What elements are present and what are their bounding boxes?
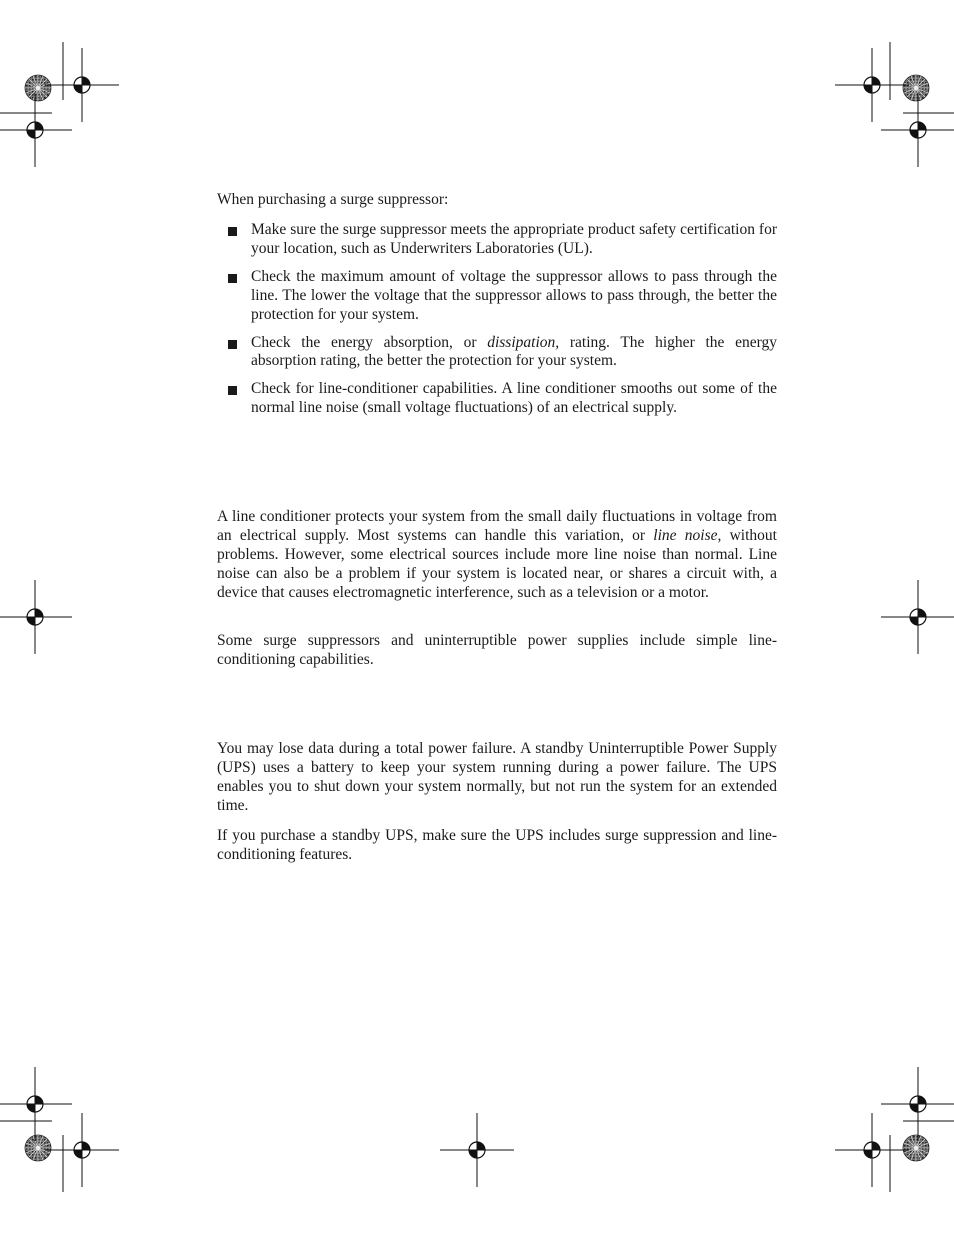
paragraph-text-start: A line conditioner protects your system from the small daily fluctuations in voltage from an electrical supply. Most systems can handle this variation, or (217, 508, 777, 544)
registration-target-icon (45, 1113, 119, 1187)
bullet-square-icon (228, 227, 237, 236)
registration-target-icon (45, 48, 119, 122)
starburst-mark-top-left (25, 75, 51, 101)
list-item (217, 380, 777, 418)
list-item (217, 334, 777, 372)
registration-target-icon (0, 93, 72, 167)
line-conditioning-capabilities-paragraph: Some surge suppressors and uninterruptible power supplies include simple line-conditioning capabilities. (217, 632, 777, 668)
list-item (217, 268, 777, 325)
purchase-checklist (217, 221, 777, 427)
line-conditioner-paragraph (217, 508, 777, 603)
registration-target-icon (835, 1113, 909, 1187)
list-item (217, 221, 777, 259)
registration-target-icon (881, 93, 954, 167)
registration-target-icon (440, 1113, 514, 1187)
paragraph-text-end: without problems. However, some electrical sources include more line noise than normal. Line noise can also be a problem if your system is located near, or shares a circuit with, a device that causes electromagnetic interference, such as a television or a motor. (217, 526, 777, 601)
list-item-text-start: Check the energy absorption, or (251, 333, 488, 351)
emphasis-term: line noise, (653, 526, 722, 544)
list-item-text: Check the maximum amount of voltage the suppressor allows to pass through the line. The lower the voltage that the suppressor allows to pass through, the better the protection for your system. (251, 267, 777, 323)
bullet-square-icon (228, 340, 237, 349)
registration-target-icon (0, 1067, 72, 1141)
bullet-square-icon (228, 386, 237, 395)
bullet-square-icon (228, 274, 237, 283)
starburst-mark-bottom-left (25, 1135, 51, 1161)
list-item-text: Check for line-conditioner capabilities. A line conditioner smooths out some of the normal line noise (small voltage fluctuations) of an electrical supply. (251, 380, 777, 417)
list-item-text: Make sure the surge suppressor meets the appropriate product safety certification for your location, such as Underwriters Laboratories (UL). (251, 221, 777, 257)
registration-target-icon (881, 580, 954, 654)
intro-text: When purchasing a surge suppressor: (217, 191, 449, 208)
registration-target-icon (835, 48, 909, 122)
ups-purchase-paragraph: If you purchase a standby UPS, make sure the UPS includes surge suppression and line-conditioning features. (217, 827, 777, 863)
registration-target-icon (0, 580, 72, 654)
list-item-text-end: rating. The higher the energy absorption rating, the better the protection for your system. (251, 333, 777, 370)
crop-marks (0, 42, 954, 1192)
registration-target-icon (881, 1067, 954, 1141)
ups-paragraph: You may lose data during a total power failure. A standby Uninterruptible Power Supply (UPS) uses a battery to keep your system running during a power failure. The UPS enables you to shut down your system normally, but not run the system for an extended time. (217, 740, 777, 814)
emphasis-term: dissipation, (487, 333, 560, 351)
starburst-mark-top-right (903, 75, 929, 101)
starburst-mark-bottom-right (903, 1135, 929, 1161)
